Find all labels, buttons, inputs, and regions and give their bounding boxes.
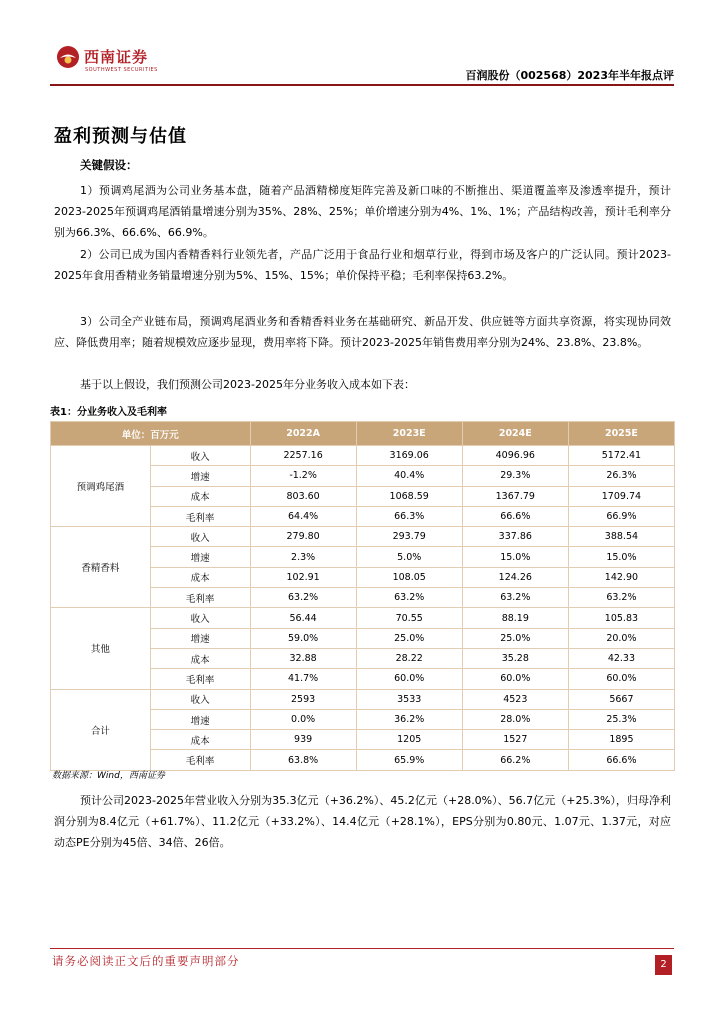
value-cell: 25.0% xyxy=(356,628,462,648)
segment-name-cell: 其他 xyxy=(51,608,151,689)
value-cell: 65.9% xyxy=(356,750,462,770)
value-cell: 35.28 xyxy=(462,648,568,668)
value-cell: 60.0% xyxy=(462,669,568,689)
value-cell: 66.6% xyxy=(568,750,674,770)
value-cell: 59.0% xyxy=(250,628,356,648)
report-title: 百润股份（002568）2023年半年报点评 xyxy=(465,69,674,82)
value-cell: 56.44 xyxy=(250,608,356,628)
metric-cell: 增速 xyxy=(150,628,250,648)
segment-name-cell: 预调鸡尾酒 xyxy=(51,446,151,527)
value-cell: 15.0% xyxy=(568,547,674,567)
value-cell: 41.7% xyxy=(250,669,356,689)
value-cell: 2257.16 xyxy=(250,446,356,466)
page-header xyxy=(50,40,674,84)
value-cell: 142.90 xyxy=(568,567,674,587)
value-cell: 803.60 xyxy=(250,486,356,506)
logo-text-cn: 西南证券 xyxy=(84,48,149,66)
value-cell: 63.2% xyxy=(568,588,674,608)
value-cell: 279.80 xyxy=(250,527,356,547)
logo-text-en: SOUTHWEST SECURITIES xyxy=(85,67,158,73)
value-cell: 63.2% xyxy=(462,588,568,608)
assumption-paragraph-3: 3）公司全产业链布局，预调鸡尾酒业务和香精香料业务在基础研究、新品开发、供应链等方面共享资源，将实现协同效应、降低费用率；随着规模效应逐步显现，费用率将下降。预计2023-2025年销售费用率分别为24%、23.8%、23.8%。 xyxy=(54,315,671,349)
value-cell: 25.3% xyxy=(568,709,674,729)
value-cell: 108.05 xyxy=(356,567,462,587)
metric-cell: 毛利率 xyxy=(150,588,250,608)
value-cell: 1527 xyxy=(462,730,568,750)
value-cell: 25.0% xyxy=(462,628,568,648)
value-cell: 32.88 xyxy=(250,648,356,668)
year-header: 2025E xyxy=(568,422,674,446)
table-intro-paragraph: 基于以上假设，我们预测公司2023-2025年分业务收入成本如下表： xyxy=(80,378,415,391)
value-cell: 4523 xyxy=(462,689,568,709)
year-header: 2022A xyxy=(250,422,356,446)
metric-cell: 收入 xyxy=(150,446,250,466)
value-cell: -1.2% xyxy=(250,466,356,486)
table-row xyxy=(51,608,675,628)
page-number: 2 xyxy=(655,955,672,975)
value-cell: 105.83 xyxy=(568,608,674,628)
table-header-row xyxy=(51,422,675,446)
metric-cell: 毛利率 xyxy=(150,506,250,526)
value-cell: 29.3% xyxy=(462,466,568,486)
value-cell: 5.0% xyxy=(356,547,462,567)
value-cell: 388.54 xyxy=(568,527,674,547)
section-title: 盈利预测与估值 xyxy=(54,126,187,147)
metric-cell: 收入 xyxy=(150,527,250,547)
value-cell: 102.91 xyxy=(250,567,356,587)
footer-divider xyxy=(50,948,674,949)
metric-cell: 成本 xyxy=(150,567,250,587)
value-cell: 20.0% xyxy=(568,628,674,648)
value-cell: 3533 xyxy=(356,689,462,709)
value-cell: 36.2% xyxy=(356,709,462,729)
value-cell: 3169.06 xyxy=(356,446,462,466)
year-header: 2023E xyxy=(356,422,462,446)
value-cell: 1895 xyxy=(568,730,674,750)
value-cell: 2.3% xyxy=(250,547,356,567)
value-cell: 2593 xyxy=(250,689,356,709)
value-cell: 1367.79 xyxy=(462,486,568,506)
value-cell: 293.79 xyxy=(356,527,462,547)
value-cell: 5172.41 xyxy=(568,446,674,466)
table-title: 表1：分业务收入及毛利率 xyxy=(50,407,167,418)
value-cell: 42.33 xyxy=(568,648,674,668)
table-row xyxy=(51,689,675,709)
value-cell: 70.55 xyxy=(356,608,462,628)
value-cell: 28.22 xyxy=(356,648,462,668)
segment-name-cell: 香精香料 xyxy=(51,527,151,608)
value-cell: 66.9% xyxy=(568,506,674,526)
header-divider xyxy=(50,84,674,86)
value-cell: 337.86 xyxy=(462,527,568,547)
metric-cell: 增速 xyxy=(150,709,250,729)
unit-header: 单位：百万元 xyxy=(51,422,251,446)
value-cell: 60.0% xyxy=(568,669,674,689)
value-cell: 63.8% xyxy=(250,750,356,770)
southwest-securities-logo-icon xyxy=(56,45,80,69)
metric-cell: 收入 xyxy=(150,689,250,709)
value-cell: 66.2% xyxy=(462,750,568,770)
table-row xyxy=(51,527,675,547)
year-header: 2024E xyxy=(462,422,568,446)
metric-cell: 增速 xyxy=(150,466,250,486)
assumption-paragraph-1: 1）预调鸡尾酒为公司业务基本盘，随着产品酒精梯度矩阵完善及新口味的不断推出、渠道覆盖率及渗透率提升，预计2023-2025年预调鸡尾酒销量增速分别为35%、28%、25%；单价增速分别为4%、1%、1%；产品结构改善，预计毛利率分别为66.3%、66.6%、66.9%。 xyxy=(54,184,671,239)
metric-cell: 成本 xyxy=(150,730,250,750)
disclaimer-notice: 请务必阅读正文后的重要声明部分 xyxy=(52,954,240,968)
metric-cell: 成本 xyxy=(150,648,250,668)
value-cell: 4096.96 xyxy=(462,446,568,466)
value-cell: 66.3% xyxy=(356,506,462,526)
value-cell: 60.0% xyxy=(356,669,462,689)
data-source: 数据来源：Wind，西南证券 xyxy=(52,771,165,781)
value-cell: 40.4% xyxy=(356,466,462,486)
value-cell: 939 xyxy=(250,730,356,750)
value-cell: 63.2% xyxy=(250,588,356,608)
segment-name-cell: 合计 xyxy=(51,689,151,770)
segment-revenue-table xyxy=(50,421,675,771)
forecast-summary-paragraph: 预计公司2023-2025年营业收入分别为35.3亿元（+36.2%）、45.2亿元（+28.0%）、56.7亿元（+25.3%），归母净利润分别为8.4亿元（+61.7%）、11.2亿元（+33.2%）、14.4亿元（+28.1%），EPS分别为0.80元、1.07元、1.37元，对应动态PE分别为45倍、34倍、26倍。 xyxy=(54,794,671,849)
value-cell: 5667 xyxy=(568,689,674,709)
key-assumptions-title: 关键假设： xyxy=(80,158,138,172)
assumption-paragraph-2: 2）公司已成为国内香精香料行业领先者，产品广泛用于食品行业和烟草行业，得到市场及客户的广泛认同。预计2023-2025年食用香精业务销量增速分别为5%、15%、15%；单价保持平稳；毛利率保持63.2%。 xyxy=(54,248,671,282)
value-cell: 0.0% xyxy=(250,709,356,729)
value-cell: 88.19 xyxy=(462,608,568,628)
value-cell: 1068.59 xyxy=(356,486,462,506)
metric-cell: 成本 xyxy=(150,486,250,506)
value-cell: 64.4% xyxy=(250,506,356,526)
metric-cell: 增速 xyxy=(150,547,250,567)
value-cell: 15.0% xyxy=(462,547,568,567)
value-cell: 63.2% xyxy=(356,588,462,608)
value-cell: 1205 xyxy=(356,730,462,750)
value-cell: 124.26 xyxy=(462,567,568,587)
value-cell: 26.3% xyxy=(568,466,674,486)
metric-cell: 毛利率 xyxy=(150,669,250,689)
value-cell: 28.0% xyxy=(462,709,568,729)
metric-cell: 收入 xyxy=(150,608,250,628)
table-row xyxy=(51,446,675,466)
value-cell: 66.6% xyxy=(462,506,568,526)
value-cell: 1709.74 xyxy=(568,486,674,506)
metric-cell: 毛利率 xyxy=(150,750,250,770)
